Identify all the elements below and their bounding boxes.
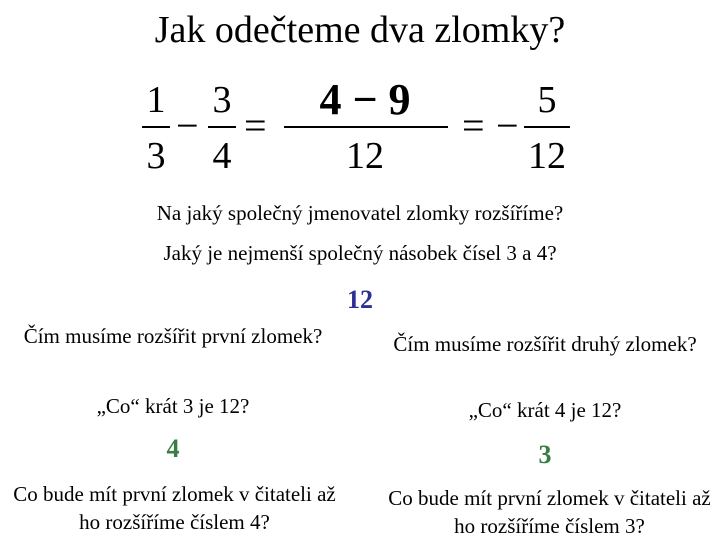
fraction3-denominator: 12 (346, 135, 384, 177)
page-title: Jak odečteme dva zlomky? (154, 9, 566, 51)
fraction2-numerator: 3 (212, 79, 232, 121)
equals-sign: = (244, 103, 267, 148)
question-common-denominator: Na jaký společný jmenovatel zlomky rozšíříme? (156, 201, 564, 225)
fraction1-bar (142, 126, 170, 128)
left-bottom-question: Co bude mít první zlomek v čitateli až ho rozšíříme číslem 4? (13, 482, 336, 534)
fraction4-numerator: 5 (537, 79, 557, 121)
fraction4-denominator: 12 (528, 135, 566, 177)
right-hint: „Co“ krát 4 je 12? (468, 398, 622, 422)
left-hint: „Co“ krát 3 je 12? (96, 394, 250, 418)
fraction1-numerator: 1 (146, 79, 166, 121)
left-question: Čím musíme rozšířit první zlomek? (23, 324, 323, 348)
negative-sign: − (496, 103, 519, 148)
fraction3-bar (284, 126, 448, 128)
fraction3-numerator: 4 − 9 (319, 75, 411, 124)
fraction1-denominator: 3 (146, 135, 166, 177)
right-bottom-question: Co bude mít první zlomek v čitateli až ho rozšíříme číslem 3? (388, 486, 711, 538)
left-answer: 4 (166, 434, 180, 463)
minus-sign: − (176, 103, 199, 148)
fraction2-denominator: 4 (212, 135, 232, 177)
right-question: Čím musíme rozšířit druhý zlomek? (393, 332, 697, 356)
equals-sign-2: = (462, 103, 485, 148)
fraction2-bar (208, 126, 236, 128)
question-lcm: Jaký je nejmenší společný násobek čísel 3 a 4? (163, 241, 557, 265)
answer-lcm: 12 (347, 285, 373, 314)
fraction4-bar (524, 126, 570, 128)
right-answer: 3 (538, 440, 552, 469)
